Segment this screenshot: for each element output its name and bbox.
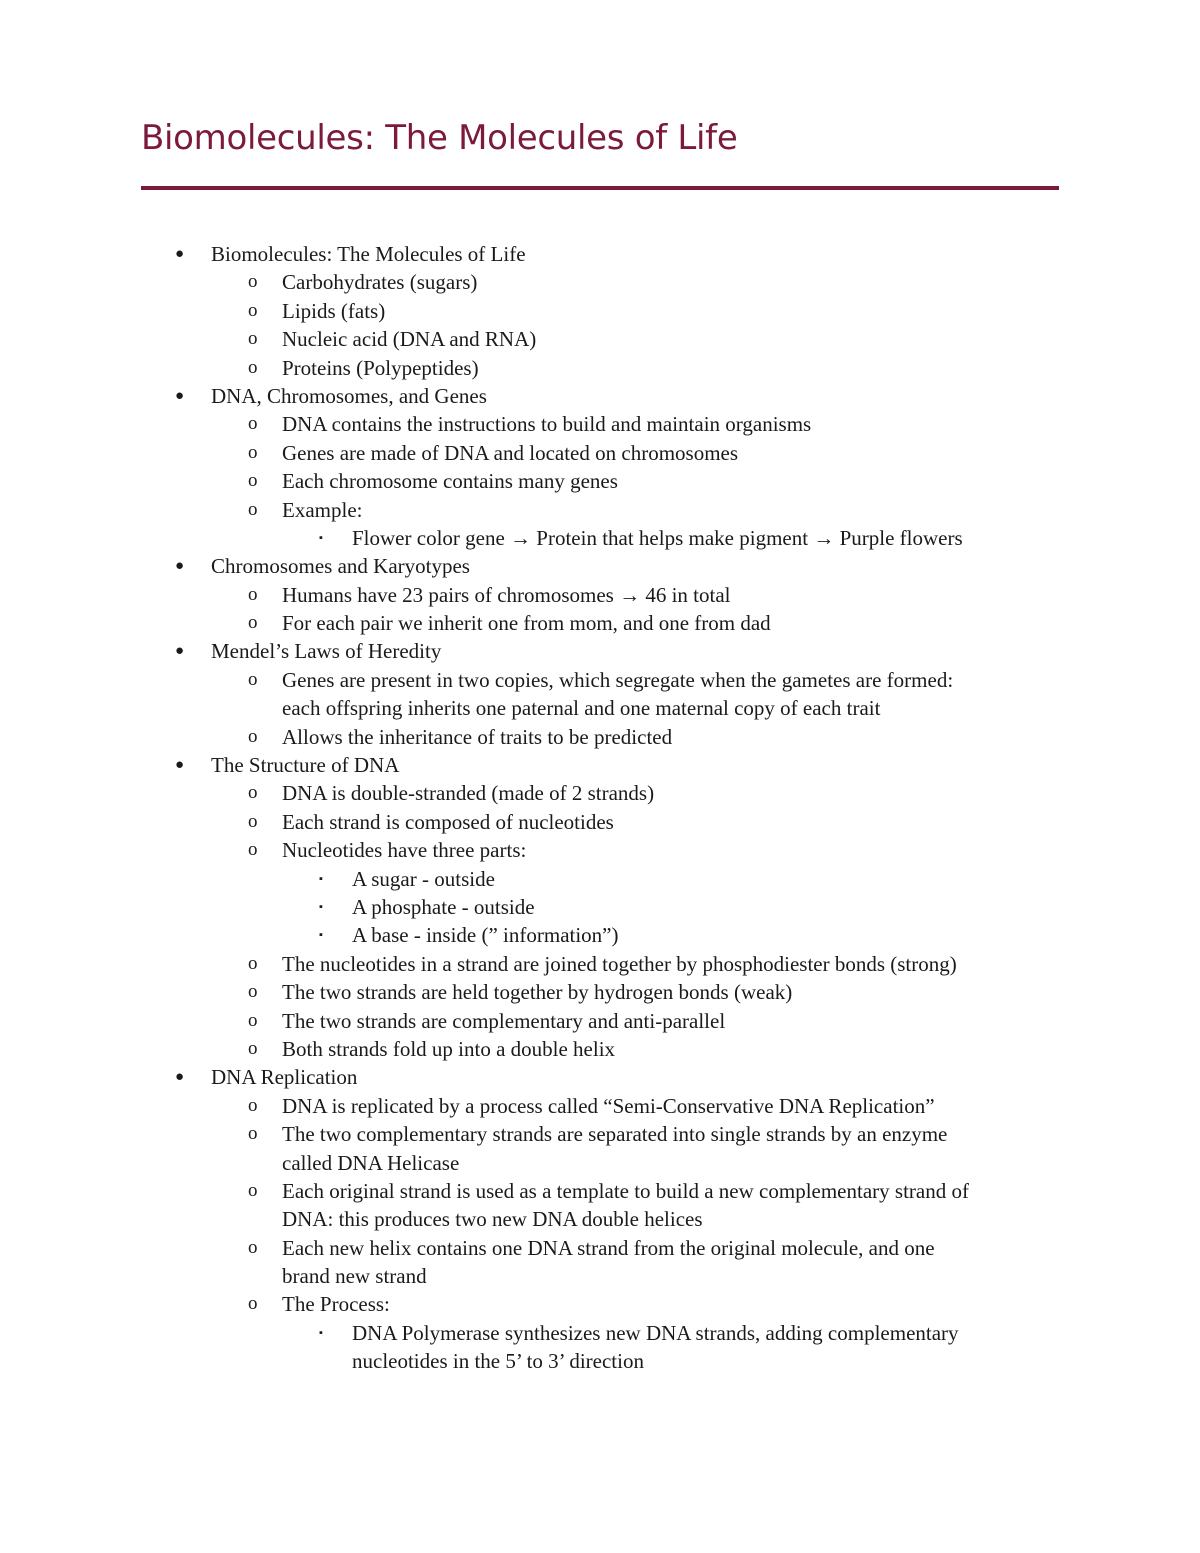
bullet-circle-icon: o [248,299,258,321]
bullet-circle-icon: o [248,1236,258,1258]
outline-item-level1 [0,240,1200,268]
outline-item-text: The two strands are complementary and anti-parallel [282,1008,726,1033]
outline-item-text: Genes are made of DNA and located on chromosomes [282,440,739,465]
bullet-disc-icon: ● [175,387,185,404]
outline-item-level2 [0,950,1200,978]
outline-item-level2 [0,410,1200,438]
bullet-circle-icon: o [248,1123,258,1145]
outline-item-level2 [0,581,1200,609]
outline-item-text: each offspring inherits one paternal and one maternal copy of each trait [282,696,881,721]
outline-item-text: DNA contains the instructions to build and maintain organisms [282,412,812,437]
outline-item-level2 [0,666,1200,694]
outline-item-level1 [0,382,1200,410]
bullet-outline [0,240,1200,1376]
outline-item-text: Genes are present in two copies, which segregate when the gametes are formed: [282,667,954,692]
bullet-circle-icon: o [248,470,258,492]
outline-item-text: Nucleotides have three parts: [282,838,527,863]
outline-item-level2 [0,354,1200,382]
bullet-circle-icon: o [248,839,258,861]
outline-item-level3 [0,921,1200,949]
bullet-circle-icon: o [248,271,258,293]
outline-item-text: Mendel’s Laws of Heredity [211,639,442,664]
bullet-square-icon: ▪ [319,929,323,942]
bullet-circle-icon: o [248,612,258,634]
bullet-disc-icon: ● [175,558,185,575]
outline-item-text: Proteins (Polypeptides) [282,355,479,380]
outline-item-level2 [0,325,1200,353]
bullet-circle-icon: o [248,810,258,832]
bullet-circle-icon: o [248,1094,258,1116]
outline-item-level2 [0,1205,1200,1233]
outline-item-level2 [0,1149,1200,1177]
outline-item-level2 [0,836,1200,864]
bullet-circle-icon: o [248,328,258,350]
outline-item-text: Each original strand is used as a template to build a new complementary strand of [282,1178,969,1203]
outline-item-text: Lipids (fats) [282,298,386,323]
bullet-disc-icon: ● [175,643,185,660]
outline-item-text: Nucleic acid (DNA and RNA) [282,327,537,352]
bullet-circle-icon: o [248,1037,258,1059]
outline-item-level2 [0,1120,1200,1148]
bullet-circle-icon: o [248,725,258,747]
bullet-square-icon: ▪ [319,531,323,544]
bullet-disc-icon: ● [175,757,185,774]
outline-item-level2 [0,609,1200,637]
outline-item-text: Carbohydrates (sugars) [282,270,478,295]
bullet-circle-icon: o [248,1179,258,1201]
bullet-disc-icon: ● [175,1069,185,1086]
outline-item-text: A base - inside (” information”) [352,923,619,948]
bullet-circle-icon: o [248,441,258,463]
outline-item-level2 [0,1035,1200,1063]
outline-item-text: nucleotides in the 5’ to 3’ direction [352,1349,644,1374]
outline-item-level2 [0,1262,1200,1290]
bullet-circle-icon: o [248,583,258,605]
outline-item-text: A phosphate - outside [352,894,535,919]
outline-item-level2 [0,779,1200,807]
outline-item-text: Allows the inheritance of traits to be predicted [282,724,673,749]
outline-item-text: Flower color gene → Protein that helps make pigment → Purple flowers [352,525,963,550]
bullet-circle-icon: o [248,413,258,435]
outline-item-level2 [0,496,1200,524]
outline-item-text: The two complementary strands are separated into single strands by an enzyme [282,1122,948,1147]
outline-item-level3 [0,865,1200,893]
outline-item-level2 [0,1234,1200,1262]
outline-item-text: DNA is double-stranded (made of 2 strands) [282,781,655,806]
outline-item-text: Example: [282,497,363,522]
bullet-circle-icon: o [248,1009,258,1031]
title-underline [141,186,1059,190]
outline-item-level2 [0,1007,1200,1035]
outline-item-text: Each chromosome contains many genes [282,469,618,494]
bullet-square-icon: ▪ [319,872,323,885]
outline-item-text: The nucleotides in a strand are joined together by phosphodiester bonds (strong) [282,951,957,976]
outline-item-text: Chromosomes and Karyotypes [211,554,470,579]
bullet-circle-icon: o [248,981,258,1003]
outline-item-level2 [0,723,1200,751]
outline-item-text: Each strand is composed of nucleotides [282,809,614,834]
outline-item-level3 [0,1347,1200,1375]
outline-item-level2 [0,694,1200,722]
outline-item-text: Each new helix contains one DNA strand from the original molecule, and one [282,1235,935,1260]
bullet-circle-icon: o [248,498,258,520]
outline-item-text: For each pair we inherit one from mom, and one from dad [282,611,771,636]
outline-item-level1 [0,751,1200,779]
outline-item-text: The Structure of DNA [211,753,400,778]
outline-item-level1 [0,637,1200,665]
outline-item-level2 [0,297,1200,325]
outline-item-level2 [0,268,1200,296]
outline-item-level3 [0,893,1200,921]
bullet-square-icon: ▪ [319,900,323,913]
outline-item-text: Both strands fold up into a double helix [282,1036,616,1061]
outline-item-level2 [0,978,1200,1006]
outline-item-level3 [0,1319,1200,1347]
outline-item-level2 [0,467,1200,495]
outline-item-level2 [0,1177,1200,1205]
document-title: Biomolecules: The Molecules of Life [141,118,738,158]
outline-item-text: called DNA Helicase [282,1150,460,1175]
outline-item-text: DNA is replicated by a process called “Semi-Conservative DNA Replication” [282,1093,935,1118]
outline-item-level2 [0,439,1200,467]
outline-item-level2 [0,1290,1200,1318]
outline-item-level1 [0,1063,1200,1091]
outline-item-text: The Process: [282,1292,390,1317]
outline-item-text: DNA Polymerase synthesizes new DNA strands, adding complementary [352,1320,959,1345]
outline-item-text: DNA Replication [211,1065,358,1090]
outline-item-text: Biomolecules: The Molecules of Life [211,242,526,266]
outline-item-text: brand new strand [282,1264,427,1289]
bullet-circle-icon: o [248,1293,258,1315]
outline-item-text: DNA, Chromosomes, and Genes [211,383,487,408]
bullet-disc-icon: ● [175,246,185,262]
outline-item-text: A sugar - outside [352,866,495,891]
outline-item-text: The two strands are held together by hydrogen bonds (weak) [282,980,793,1005]
outline-item-level3 [0,524,1200,552]
bullet-circle-icon: o [248,782,258,804]
bullet-circle-icon: o [248,356,258,378]
bullet-square-icon: ▪ [319,1326,323,1339]
outline-item-level2 [0,808,1200,836]
outline-item-level1 [0,552,1200,580]
outline-item-level2 [0,1092,1200,1120]
outline-item-text: DNA: this produces two new DNA double helices [282,1207,703,1232]
outline-item-text: Humans have 23 pairs of chromosomes → 46 in total [282,582,731,607]
bullet-circle-icon: o [248,668,258,690]
bullet-circle-icon: o [248,952,258,974]
